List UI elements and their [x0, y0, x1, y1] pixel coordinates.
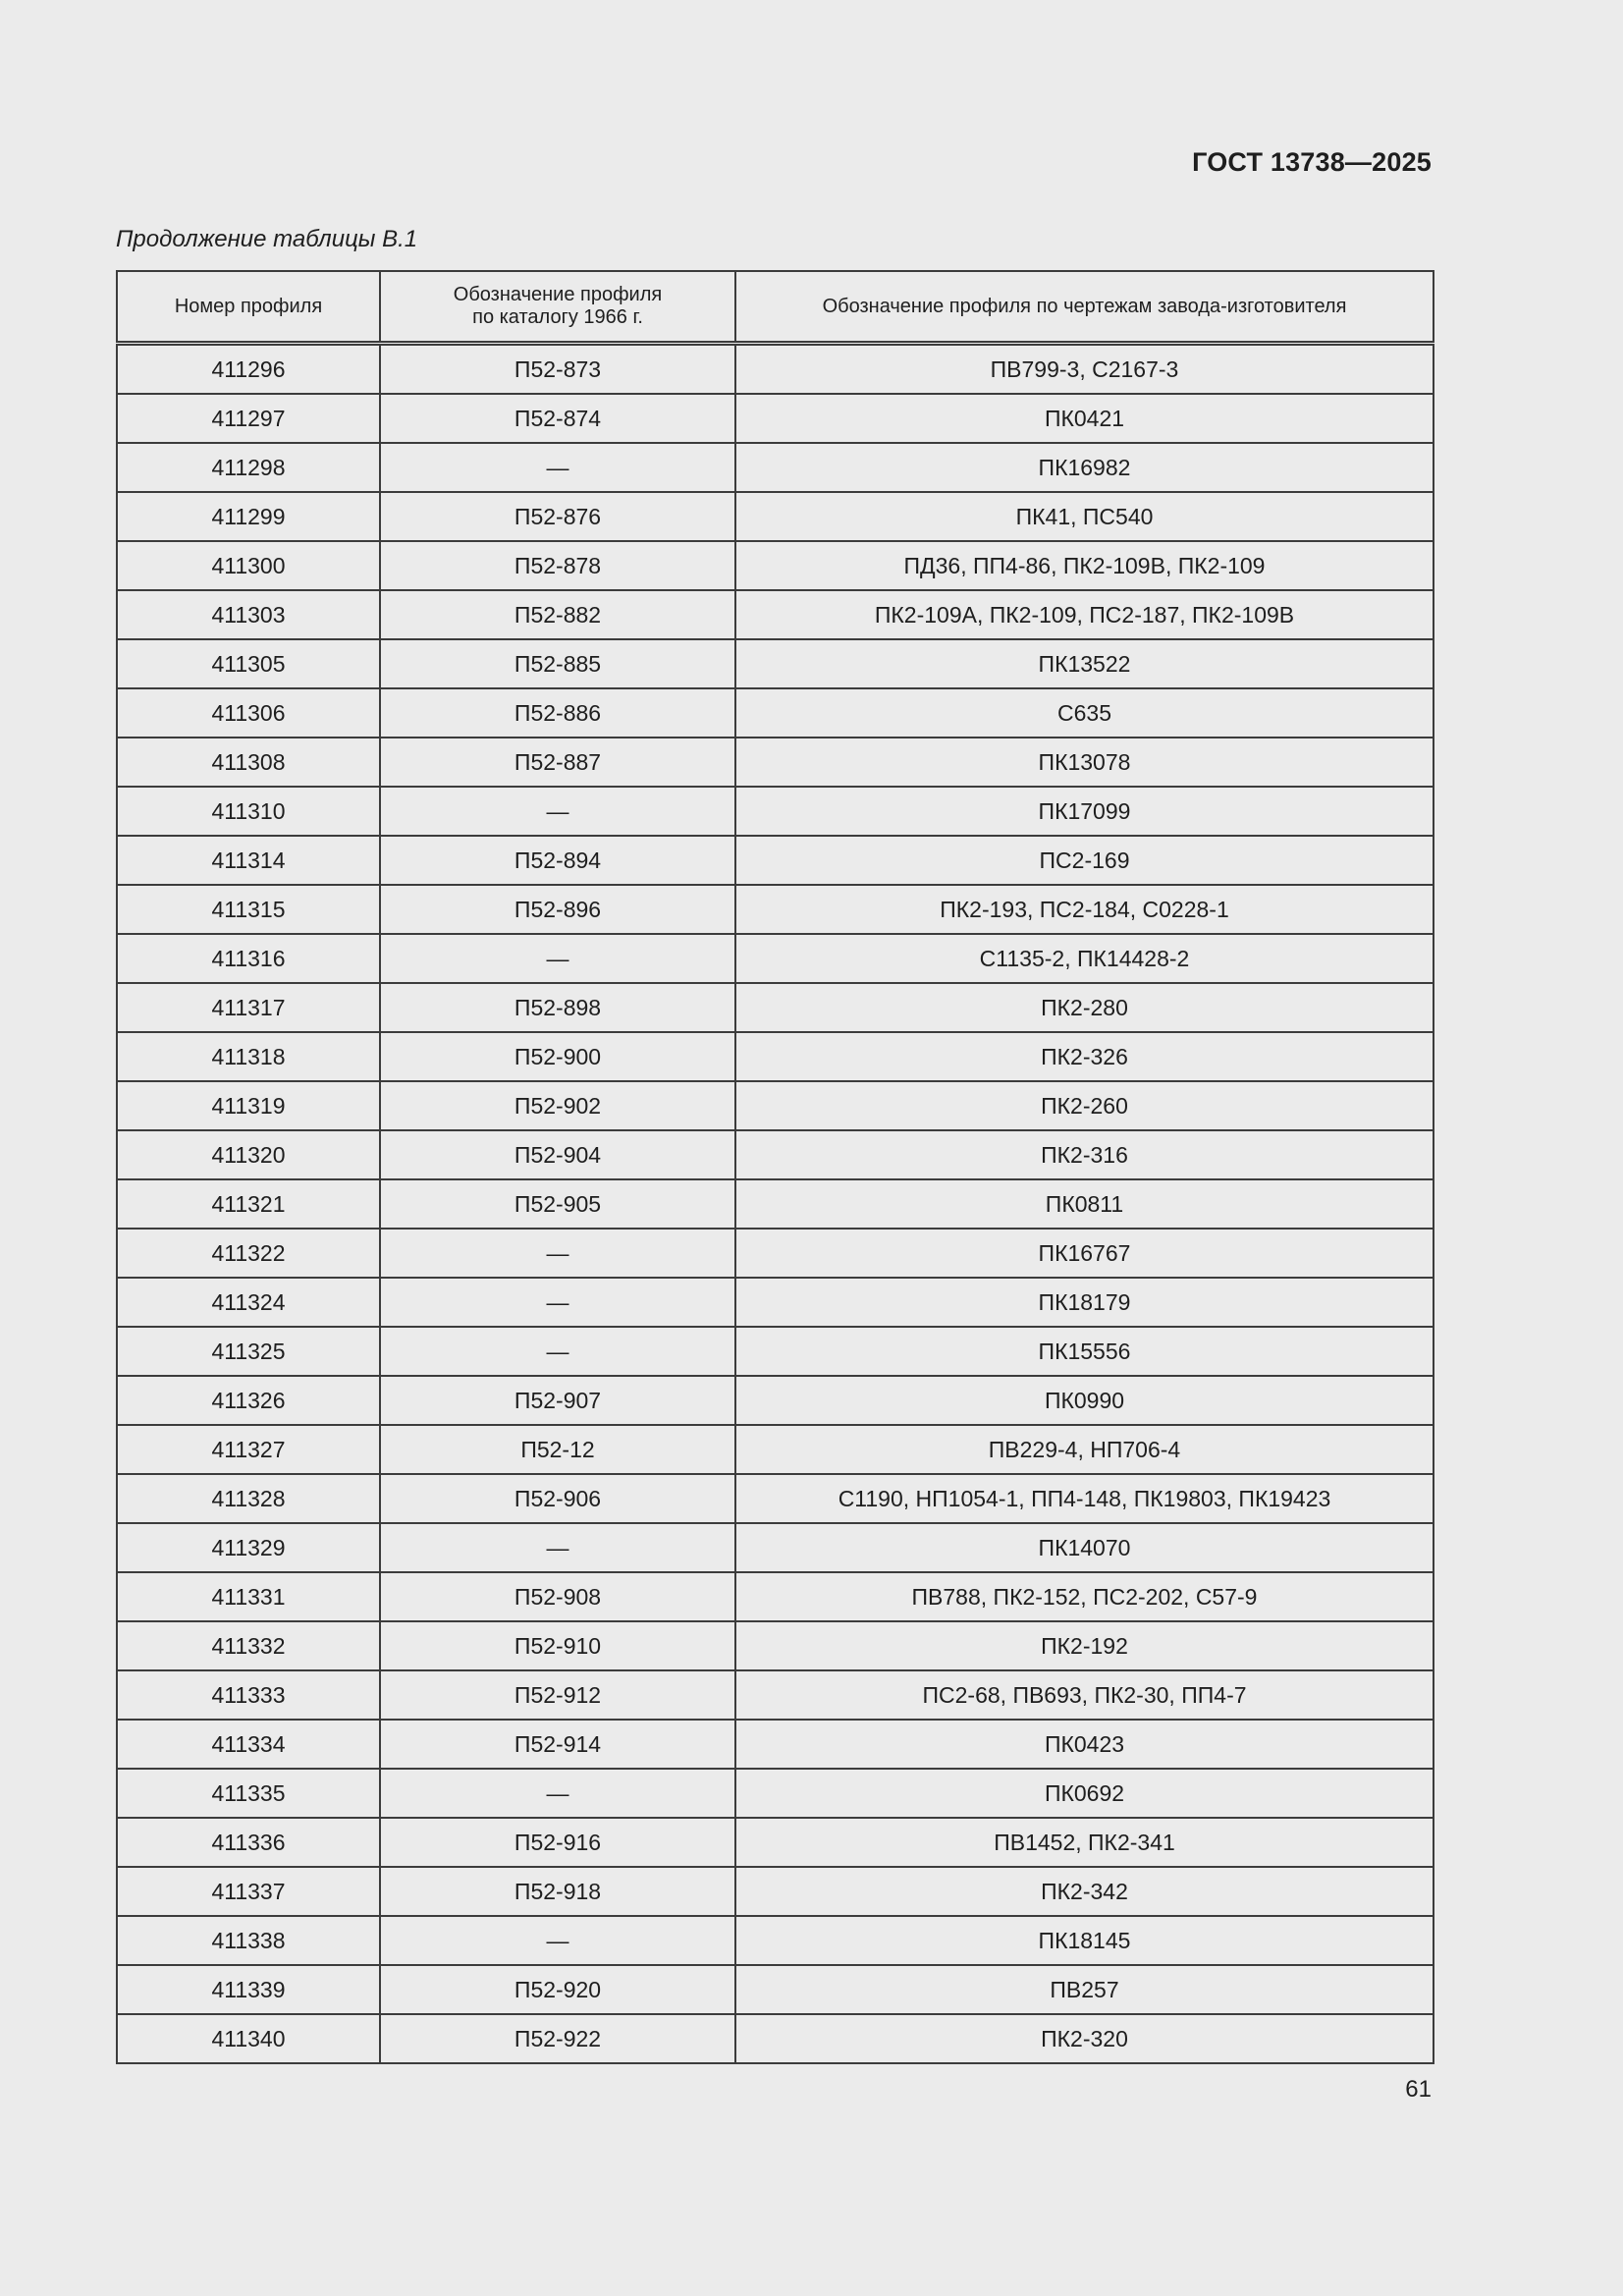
cell-drawing-designation: ПК2-342	[735, 1867, 1434, 1916]
cell-profile-number: 411325	[117, 1327, 380, 1376]
column-header-number: Номер профиля	[117, 271, 380, 344]
cell-profile-number: 411321	[117, 1179, 380, 1229]
cell-drawing-designation: ПК16982	[735, 443, 1434, 492]
cell-catalog-designation: П52-874	[380, 394, 735, 443]
table-row	[117, 1572, 1434, 1621]
header-row	[117, 271, 1434, 344]
cell-drawing-designation: ПК2-109А, ПК2-109, ПС2-187, ПК2-109В	[735, 590, 1434, 639]
column-header-drawings: Обозначение профиля по чертежам завода-изготовителя	[735, 271, 1434, 344]
table-row	[117, 1229, 1434, 1278]
cell-catalog-designation: П52-873	[380, 344, 735, 395]
table-row	[117, 443, 1434, 492]
column-header-catalog-line2: по каталогу 1966 г.	[472, 306, 643, 328]
table-row	[117, 1081, 1434, 1130]
cell-catalog-designation: П52-885	[380, 639, 735, 688]
profile-table	[116, 270, 1434, 2064]
cell-catalog-designation: П52-916	[380, 1818, 735, 1867]
table-row	[117, 1965, 1434, 2014]
cell-profile-number: 411335	[117, 1769, 380, 1818]
page-number: 61	[1405, 2076, 1432, 2103]
table-row	[117, 1670, 1434, 1720]
table-caption: Продолжение таблицы В.1	[116, 226, 418, 252]
cell-drawing-designation: ПК2-320	[735, 2014, 1434, 2063]
table-row	[117, 983, 1434, 1032]
cell-profile-number: 411337	[117, 1867, 380, 1916]
cell-drawing-designation: ПК14070	[735, 1523, 1434, 1572]
cell-profile-number: 411319	[117, 1081, 380, 1130]
cell-profile-number: 411306	[117, 688, 380, 738]
cell-drawing-designation: ПК15556	[735, 1327, 1434, 1376]
cell-drawing-designation: ПК2-316	[735, 1130, 1434, 1179]
table-row	[117, 1179, 1434, 1229]
cell-drawing-designation: ПВ229-4, НП706-4	[735, 1425, 1434, 1474]
cell-profile-number: 411317	[117, 983, 380, 1032]
cell-catalog-designation: —	[380, 443, 735, 492]
cell-catalog-designation: П52-876	[380, 492, 735, 541]
cell-drawing-designation: ПК18179	[735, 1278, 1434, 1327]
cell-profile-number: 411326	[117, 1376, 380, 1425]
table-row	[117, 1818, 1434, 1867]
cell-drawing-designation: ПВ799-3, С2167-3	[735, 344, 1434, 395]
cell-drawing-designation: ПК0692	[735, 1769, 1434, 1818]
cell-drawing-designation: С1190, НП1054-1, ПП4-148, ПК19803, ПК19423	[735, 1474, 1434, 1523]
cell-catalog-designation: П52-898	[380, 983, 735, 1032]
cell-drawing-designation: ПВ1452, ПК2-341	[735, 1818, 1434, 1867]
cell-profile-number: 411308	[117, 738, 380, 787]
cell-profile-number: 411332	[117, 1621, 380, 1670]
table-row	[117, 1916, 1434, 1965]
table-row	[117, 738, 1434, 787]
cell-profile-number: 411339	[117, 1965, 380, 2014]
table-row	[117, 934, 1434, 983]
cell-profile-number: 411329	[117, 1523, 380, 1572]
cell-profile-number: 411334	[117, 1720, 380, 1769]
cell-profile-number: 411299	[117, 492, 380, 541]
cell-profile-number: 411300	[117, 541, 380, 590]
cell-drawing-designation: ПК2-326	[735, 1032, 1434, 1081]
cell-drawing-designation: ПК2-260	[735, 1081, 1434, 1130]
cell-catalog-designation: П52-907	[380, 1376, 735, 1425]
cell-drawing-designation: С1135-2, ПК14428-2	[735, 934, 1434, 983]
cell-catalog-designation: —	[380, 1327, 735, 1376]
cell-profile-number: 411331	[117, 1572, 380, 1621]
cell-catalog-designation: П52-882	[380, 590, 735, 639]
table-row	[117, 2014, 1434, 2063]
cell-drawing-designation: ПК0423	[735, 1720, 1434, 1769]
cell-catalog-designation: П52-905	[380, 1179, 735, 1229]
cell-drawing-designation: ПС2-68, ПВ693, ПК2-30, ПП4-7	[735, 1670, 1434, 1720]
cell-profile-number: 411324	[117, 1278, 380, 1327]
cell-catalog-designation: П52-914	[380, 1720, 735, 1769]
cell-catalog-designation: П52-896	[380, 885, 735, 934]
table-row	[117, 1425, 1434, 1474]
cell-catalog-designation: П52-902	[380, 1081, 735, 1130]
cell-drawing-designation: ПК2-193, ПС2-184, С0228-1	[735, 885, 1434, 934]
cell-catalog-designation: П52-922	[380, 2014, 735, 2063]
cell-drawing-designation: ПК0421	[735, 394, 1434, 443]
cell-catalog-designation: П52-887	[380, 738, 735, 787]
document-code: ГОСТ 13738—2025	[1192, 147, 1432, 177]
cell-drawing-designation: ПК18145	[735, 1916, 1434, 1965]
cell-drawing-designation: ПВ257	[735, 1965, 1434, 2014]
cell-profile-number: 411318	[117, 1032, 380, 1081]
cell-profile-number: 411338	[117, 1916, 380, 1965]
cell-catalog-designation: —	[380, 1229, 735, 1278]
cell-catalog-designation: —	[380, 934, 735, 983]
cell-profile-number: 411303	[117, 590, 380, 639]
cell-catalog-designation: П52-900	[380, 1032, 735, 1081]
cell-profile-number: 411296	[117, 344, 380, 395]
cell-catalog-designation: П52-906	[380, 1474, 735, 1523]
table-row	[117, 1032, 1434, 1081]
cell-catalog-designation: П52-918	[380, 1867, 735, 1916]
cell-profile-number: 411314	[117, 836, 380, 885]
cell-catalog-designation: —	[380, 787, 735, 836]
table-row	[117, 1130, 1434, 1179]
cell-profile-number: 411298	[117, 443, 380, 492]
cell-drawing-designation: ПК17099	[735, 787, 1434, 836]
cell-drawing-designation: ПК41, ПС540	[735, 492, 1434, 541]
cell-profile-number: 411320	[117, 1130, 380, 1179]
cell-drawing-designation: ПК0990	[735, 1376, 1434, 1425]
table-row	[117, 344, 1434, 395]
cell-drawing-designation: ПВ788, ПК2-152, ПС2-202, С57-9	[735, 1572, 1434, 1621]
cell-profile-number: 411297	[117, 394, 380, 443]
cell-catalog-designation: —	[380, 1916, 735, 1965]
table-row	[117, 1769, 1434, 1818]
cell-profile-number: 411327	[117, 1425, 380, 1474]
cell-drawing-designation: ПС2-169	[735, 836, 1434, 885]
cell-drawing-designation: ПК13078	[735, 738, 1434, 787]
cell-drawing-designation: ПК0811	[735, 1179, 1434, 1229]
table-row	[117, 885, 1434, 934]
cell-catalog-designation: П52-904	[380, 1130, 735, 1179]
cell-catalog-designation: —	[380, 1769, 735, 1818]
cell-profile-number: 411328	[117, 1474, 380, 1523]
table-row	[117, 1867, 1434, 1916]
cell-drawing-designation: ПК2-280	[735, 983, 1434, 1032]
cell-profile-number: 411316	[117, 934, 380, 983]
table-row	[117, 787, 1434, 836]
cell-drawing-designation: ПК2-192	[735, 1621, 1434, 1670]
cell-profile-number: 411315	[117, 885, 380, 934]
cell-catalog-designation: П52-12	[380, 1425, 735, 1474]
table-row	[117, 688, 1434, 738]
table-row	[117, 639, 1434, 688]
table-header	[117, 271, 1434, 344]
table-row	[117, 1720, 1434, 1769]
table-row	[117, 836, 1434, 885]
cell-profile-number: 411310	[117, 787, 380, 836]
table-row	[117, 1523, 1434, 1572]
cell-drawing-designation: ПК13522	[735, 639, 1434, 688]
cell-profile-number: 411333	[117, 1670, 380, 1720]
cell-catalog-designation: П52-878	[380, 541, 735, 590]
cell-catalog-designation: П52-910	[380, 1621, 735, 1670]
table-body	[117, 344, 1434, 2064]
cell-catalog-designation: П52-920	[380, 1965, 735, 2014]
cell-profile-number: 411340	[117, 2014, 380, 2063]
cell-drawing-designation: С635	[735, 688, 1434, 738]
cell-catalog-designation: —	[380, 1523, 735, 1572]
table-row	[117, 1621, 1434, 1670]
table-row	[117, 1376, 1434, 1425]
table-row	[117, 492, 1434, 541]
cell-catalog-designation: П52-886	[380, 688, 735, 738]
table-row	[117, 394, 1434, 443]
table-row	[117, 590, 1434, 639]
cell-catalog-designation: —	[380, 1278, 735, 1327]
cell-profile-number: 411322	[117, 1229, 380, 1278]
cell-drawing-designation: ПД36, ПП4-86, ПК2-109В, ПК2-109	[735, 541, 1434, 590]
table-row	[117, 1327, 1434, 1376]
cell-catalog-designation: П52-894	[380, 836, 735, 885]
cell-catalog-designation: П52-908	[380, 1572, 735, 1621]
cell-catalog-designation: П52-912	[380, 1670, 735, 1720]
cell-drawing-designation: ПК16767	[735, 1229, 1434, 1278]
column-header-catalog	[380, 271, 735, 344]
cell-profile-number: 411305	[117, 639, 380, 688]
table-row	[117, 541, 1434, 590]
table-row	[117, 1474, 1434, 1523]
column-header-catalog-line1: Обозначение профиля	[453, 284, 663, 305]
table-row	[117, 1278, 1434, 1327]
cell-profile-number: 411336	[117, 1818, 380, 1867]
